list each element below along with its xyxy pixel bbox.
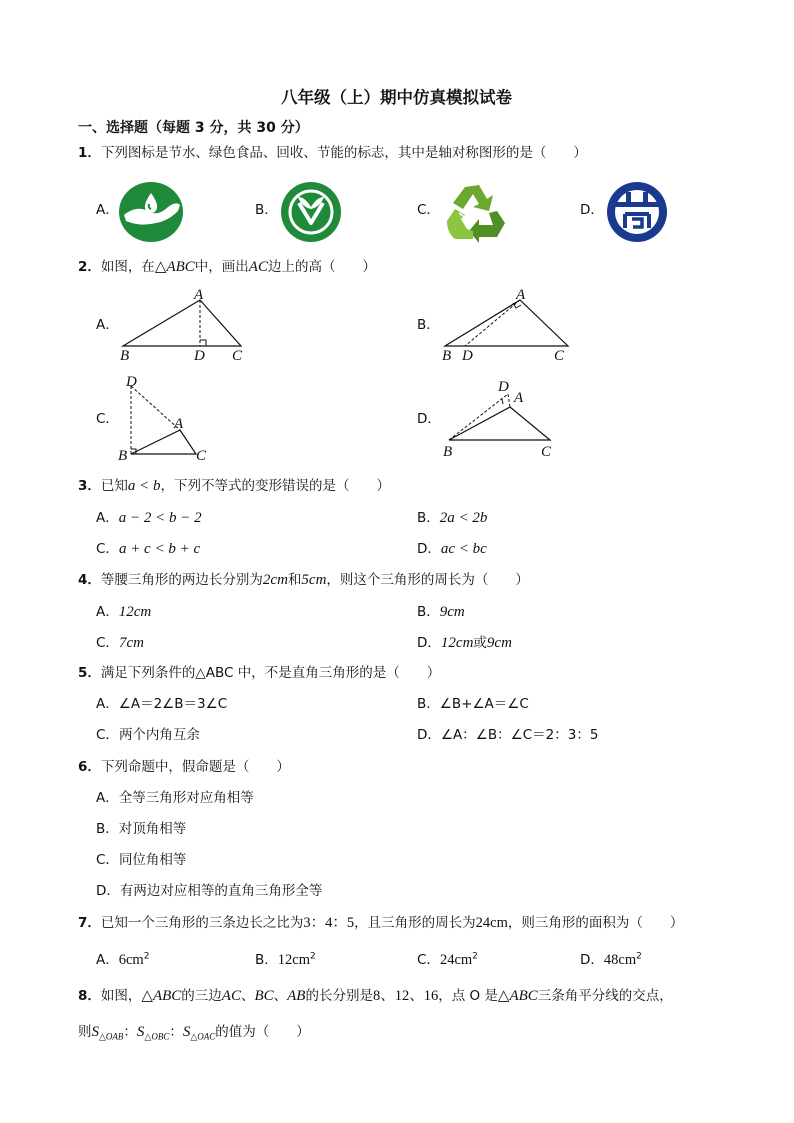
option [96, 953, 149, 968]
option-label: D． [580, 952, 604, 968]
math-condition: a < b [127, 478, 161, 494]
question-text-part: 则 [78, 1024, 92, 1040]
question-text-part: 的长分别是 [305, 988, 373, 1004]
option-label: C． [96, 852, 119, 868]
option-label: D． [417, 411, 441, 427]
question-text: 下列图标是节水、绿色食品、回收、节能的标志，其中是轴对称图形的是（ ） [100, 145, 587, 161]
option-value: 12cm [277, 952, 310, 968]
value: 5cm [301, 572, 327, 588]
question-3 [78, 479, 390, 494]
area-symbol: S [136, 1024, 145, 1040]
option [96, 636, 144, 651]
segment-label: AC [248, 259, 268, 275]
question-text-part: 和 [287, 572, 302, 588]
vertex-label: C [232, 348, 243, 364]
triangle-figure-a [118, 286, 248, 364]
option-exponent: 2 [143, 951, 150, 962]
option-label: A． [96, 952, 119, 968]
separator: ： [169, 1024, 183, 1040]
vertex-label: C [554, 348, 565, 364]
vertex-label: B [118, 448, 128, 464]
option-label: A． [96, 317, 119, 333]
vertex-label: C [196, 448, 207, 464]
option-label: D． [96, 883, 120, 899]
option-label: C． [417, 202, 440, 218]
option-exponent: 2 [309, 951, 316, 962]
vertex-label: C [541, 444, 552, 460]
question-number: 3． [78, 478, 101, 494]
separator: 、 [273, 988, 288, 1004]
triangle-symbol: △ABC [141, 988, 182, 1004]
question-text-part: 等腰三角形的两边长分别为 [100, 572, 263, 588]
option-expression: a − 2 < b − 2 [118, 510, 202, 526]
option [417, 542, 487, 557]
question-text-part: ，则三角形的面积为（ ） [507, 915, 684, 931]
vertex-label: A [194, 287, 204, 303]
option-label: C． [96, 635, 119, 651]
option [417, 953, 478, 968]
option [96, 854, 186, 868]
area-subscript: △OBC [144, 1031, 170, 1042]
option-label: B． [96, 821, 119, 837]
separator: ： [123, 1024, 137, 1040]
option-text: 同位角相等 [118, 852, 187, 868]
segment-label: AB [287, 988, 306, 1004]
question-text-part: 已知 [100, 478, 128, 494]
option-value: 9cm [486, 635, 512, 651]
option [96, 511, 202, 526]
option-text: ∠A：∠B：∠C＝2：3：5 [440, 727, 599, 743]
option [96, 792, 254, 806]
vertex-label: B [442, 348, 452, 364]
segment-label: BC [254, 988, 274, 1004]
question-number: 4． [78, 572, 101, 588]
option-label: D． [417, 727, 441, 743]
question-text: 满足下列条件的△ABC 中，不是直角三角形的是（ ） [100, 665, 441, 681]
green-food-logo-icon [280, 181, 342, 243]
question-4 [78, 573, 529, 588]
question-text-part: 的值为（ ） [215, 1024, 310, 1040]
question-number: 7． [78, 915, 101, 931]
question-text-part: ，下列不等式的变形错误的是（ ） [160, 478, 391, 494]
option-value: 7cm [118, 635, 144, 651]
question-number: 8． [78, 988, 101, 1004]
question-text-part: ，则这个三角形的周长为（ ） [326, 572, 529, 588]
option-expression: ac < bc [440, 541, 487, 557]
vertex-label: D [498, 379, 509, 395]
option-text: ∠B+∠A＝∠C [439, 696, 529, 712]
option-value: 12cm [440, 635, 474, 651]
option-exponent: 2 [636, 951, 642, 962]
option-text: ∠A＝2∠B＝3∠C [118, 696, 228, 712]
option [96, 542, 200, 557]
option [417, 605, 465, 620]
option-label: D． [580, 202, 604, 218]
question-6 [78, 761, 290, 775]
section-heading: 一、选择题（每题 3 分，共 30 分） [78, 120, 309, 136]
triangle-symbol: △ABC [497, 988, 538, 1004]
question-text-part: 的三边 [181, 988, 222, 1004]
vertex-label: A [174, 416, 184, 432]
area-subscript: △OAB [99, 1031, 124, 1042]
area-symbol: S [182, 1024, 191, 1040]
question-number: 2． [78, 259, 101, 275]
option [417, 729, 598, 743]
option-expression: a + c < b + c [118, 541, 201, 557]
triangle-symbol: △ABC [154, 259, 195, 275]
energy-saving-logo-icon [606, 181, 668, 243]
option-value: 24cm [439, 952, 473, 968]
question-8-line-2 [78, 1025, 310, 1042]
question-8 [78, 989, 673, 1004]
vertex-label: B [120, 348, 130, 364]
option-label: D． [417, 541, 441, 557]
separator: 、 [240, 988, 255, 1004]
option-label: A． [96, 510, 119, 526]
option [417, 698, 529, 712]
vertex-label: A [514, 390, 524, 406]
question-text-part: 中，画出 [194, 259, 249, 275]
triangle-figure-d [440, 374, 560, 460]
page-title: 八年级（上）期中仿真模拟试卷 [281, 88, 512, 107]
question-number: 1． [78, 145, 101, 161]
option-label: A． [96, 696, 119, 712]
segment-label: AC [221, 988, 241, 1004]
option [580, 953, 642, 968]
vertex-label: D [126, 374, 137, 390]
question-2 [78, 260, 376, 275]
option-label: A． [96, 790, 119, 806]
option-label: B． [417, 510, 440, 526]
vertex-label: A [516, 287, 526, 303]
question-text-part: 三条角平分线的交点， [537, 988, 673, 1004]
option-label: D． [417, 635, 441, 651]
option-label: B． [417, 317, 440, 333]
value: 2cm [262, 572, 288, 588]
side-lengths: 8、12、16 [372, 988, 439, 1004]
option [96, 823, 186, 837]
question-number: 6． [78, 759, 101, 775]
question-text-part: 如图，在 [100, 259, 155, 275]
option-text: 两个内角互余 [118, 727, 200, 743]
question-text-part: 边上的高（ ） [267, 259, 376, 275]
triangle-figure-b [440, 286, 575, 364]
question-text-part: 如图， [100, 988, 142, 1004]
question-text-part: ，且三角形的周长为 [354, 915, 476, 931]
option-text: 有两边对应相等的直角三角形全等 [119, 883, 323, 899]
area-subscript: △OAC [190, 1031, 216, 1042]
option-label: A． [96, 604, 119, 620]
option [96, 605, 151, 620]
water-saving-logo-icon [118, 181, 184, 243]
area-symbol: S [91, 1024, 99, 1040]
option-value: 48cm [603, 952, 637, 968]
option-label: A． [96, 202, 119, 218]
option-value: 12cm [118, 604, 152, 620]
option [96, 698, 227, 712]
question-text-part: 已知一个三角形的三条边长之比为 [100, 915, 304, 931]
question-1 [78, 147, 587, 161]
question-7 [78, 916, 683, 931]
option [417, 511, 487, 526]
option [417, 636, 512, 651]
perimeter-value: 24cm [475, 915, 508, 931]
option [255, 953, 316, 968]
triangle-figure-c [116, 372, 216, 464]
question-text-part: ，点 O 是 [438, 988, 498, 1004]
option-value: 9cm [439, 604, 465, 620]
option-label: B． [255, 952, 278, 968]
option-text: 对顶角相等 [118, 821, 187, 837]
option-label: B． [417, 696, 440, 712]
option [96, 729, 200, 743]
question-number: 5． [78, 665, 101, 681]
option-expression: 2a < 2b [439, 510, 488, 526]
vertex-label: D [194, 348, 205, 364]
vertex-label: B [443, 444, 453, 460]
recycling-logo-icon [443, 181, 509, 245]
option-connector: 或 [473, 635, 487, 651]
option-label: C． [96, 727, 119, 743]
option-label: C． [417, 952, 440, 968]
question-5 [78, 667, 440, 681]
option-label: C． [96, 411, 119, 427]
option-label: B． [255, 202, 278, 218]
vertex-label: D [462, 348, 473, 364]
option-label: B． [417, 604, 440, 620]
option-exponent: 2 [472, 951, 478, 962]
option-text: 全等三角形对应角相等 [118, 790, 254, 806]
question-text: 下列命题中，假命题是（ ） [100, 759, 290, 775]
option-value: 6cm [118, 952, 144, 968]
option-label: C． [96, 541, 119, 557]
ratio-value: 3：4：5 [303, 915, 355, 931]
option [96, 885, 322, 899]
